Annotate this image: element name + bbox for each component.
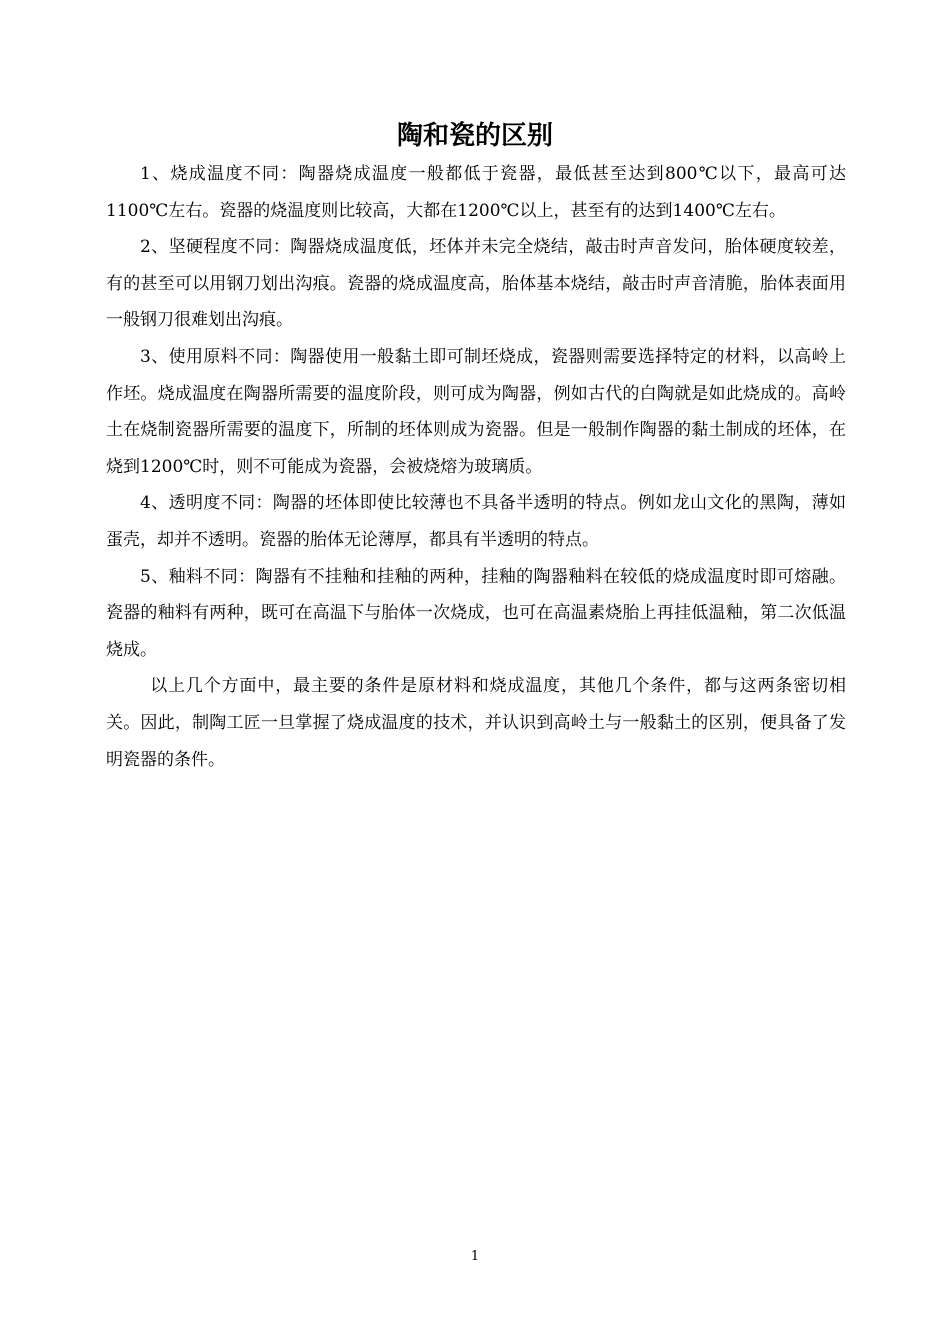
paragraph-firing-temperature: 1、烧成温度不同：陶器烧成温度一般都低于瓷器，最低甚至达到800℃以下，最高可达1100℃左右。瓷器的烧温度则比较高，大都在1200℃以上，甚至有的达到1400℃左右。 [106, 164, 846, 221]
paragraph-glaze: 5、釉料不同：陶器有不挂釉和挂釉的两种，挂釉的陶器釉料在较低的烧成温度时即可熔融。瓷器的釉料有两种，既可在高温下与胎体一次烧成，也可在高温素烧胎上再挂低温釉，第二次低温烧成。 [106, 566, 846, 660]
paragraph-conclusion: 以上几个方面中，最主要的条件是原材料和烧成温度，其他几个条件，都与这两条密切相关。因此，制陶工匠一旦掌握了烧成温度的技术，并认识到高岭土与一般黏土的区别，便具备了发明瓷器的条件。 [106, 676, 846, 770]
document-body [106, 156, 846, 778]
page-number: 1 [470, 1249, 480, 1264]
paragraph-transparency: 4、透明度不同：陶器的坯体即使比较薄也不具备半透明的特点。例如龙山文化的黑陶，薄如蛋壳，却并不透明。瓷器的胎体无论薄厚，都具有半透明的特点。 [106, 493, 846, 550]
paragraph-raw-materials: 3、使用原料不同：陶器使用一般黏土即可制坯烧成，瓷器则需要选择特定的材料，以高岭上作坯。烧成温度在陶器所需要的温度阶段，则可成为陶器，例如古代的白陶就是如此烧成的。高岭土在烧制瓷器所需要的温度下，所制的坯体则成为瓷器。但是一般制作陶器的黏土制成的坯体，在烧到1200℃时，则不可能成为瓷器，会被烧熔为玻璃质。 [106, 346, 846, 477]
document-title: 陶和瓷的区别 [396, 121, 553, 151]
paragraph-hardness: 2、坚硬程度不同：陶器烧成温度低，坯体并未完全烧结，敲击时声音发问，胎体硬度较差，有的甚至可以用钢刀划出沟痕。瓷器的烧成温度高，胎体基本烧结，敲击时声音清脆，胎体表面用一般钢刀很难划出沟痕。 [106, 237, 846, 331]
